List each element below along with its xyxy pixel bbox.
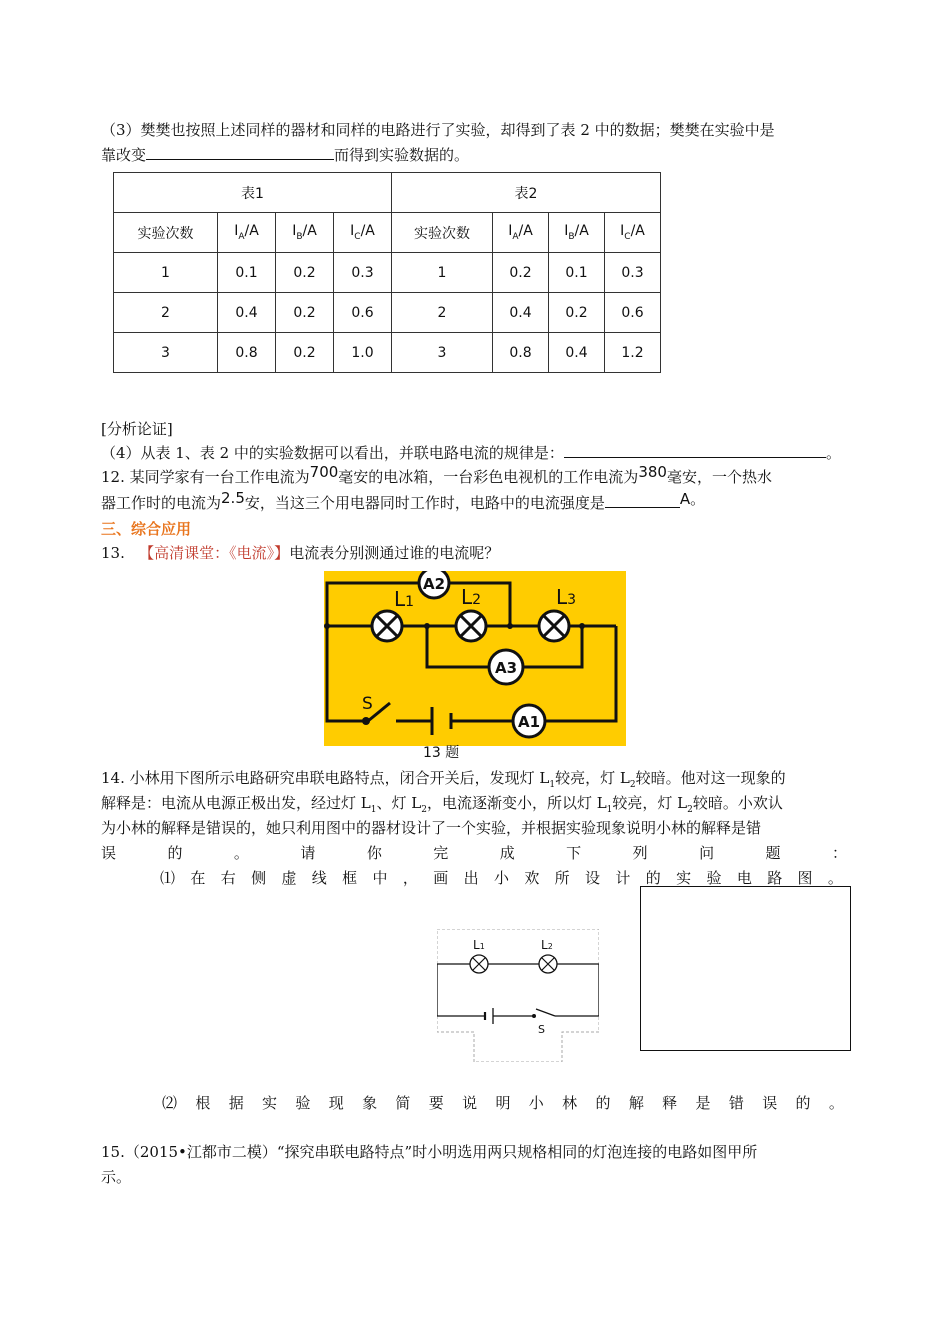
q14-line3: 为小林的解释是错误的，她只利用图中的器材设计了一个实验，并根据实验现象说明小林的解释是错 <box>101 819 762 837</box>
table-cell: 1 <box>392 253 493 293</box>
table-row <box>114 293 661 333</box>
q15-line1: 15.（2015•江都市二模）“探究串联电路特点”时小明选用两只规格相同的灯泡连接的电路如图甲所 <box>101 1143 758 1161</box>
q12-line1: 12. 某同学家有一台工作电流为700毫安的电冰箱，一台彩色电视机的工作电流为380毫安，一个热水 <box>101 463 772 486</box>
q12-line2: 器工作时的电流为2.5安，当这三个用电器同时工作时，电路中的电流强度是 A。 <box>101 489 706 512</box>
svg-text:A1: A1 <box>517 713 541 731</box>
q14-circuit-svg <box>437 929 599 1062</box>
table-row <box>114 333 661 373</box>
q14-answer-box[interactable] <box>640 886 851 1051</box>
q13-caption: 13 题 <box>423 745 460 761</box>
header-trial-count-1: 实验次数 <box>114 213 218 253</box>
lamp-l3-icon <box>539 611 569 641</box>
ammeter-a1-icon <box>513 705 545 737</box>
table-cell: 1.2 <box>605 333 661 373</box>
q13-tag: 【高清课堂：《电流》】 <box>139 544 290 562</box>
q12-answer-blank[interactable] <box>605 507 680 508</box>
small-label-l2: L2 <box>541 938 553 952</box>
table-cell: 0.1 <box>218 253 276 293</box>
table-cell: 2 <box>114 293 218 333</box>
table-cell: 0.2 <box>276 253 334 293</box>
q14-line2: 解释是：电流从电源正极出发，经过灯 $L_1$、灯 $L_2$，电流逐渐变小，所以灯 $L_1$较亮，灯 $L_2$较暗。小欢认 <box>101 794 783 815</box>
header-trial-count-2: 实验次数 <box>392 213 493 253</box>
lamp-l2-icon-small <box>539 955 557 973</box>
section3-heading: 三、综合应用 <box>101 520 192 538</box>
header-ib-1: $I_B/A$ <box>276 213 334 253</box>
table-cell: 0.8 <box>218 333 276 373</box>
table-cell: 0.4 <box>493 293 549 333</box>
lamp-l1-icon <box>372 611 402 641</box>
q14-sub2: ⑵ 根 据 实 验 现 象 简 要 说 明 小 林 的 解 释 是 错 误 的 。 <box>162 1094 844 1112</box>
label-l3: L3 <box>556 585 577 609</box>
q12-value-2-5: 2.5 <box>221 489 245 507</box>
table-cell: 0.2 <box>549 293 605 333</box>
svg-text:A2: A2 <box>422 575 446 593</box>
table-cell: 0.3 <box>334 253 392 293</box>
data-table <box>113 172 661 373</box>
q4-text: （4）从表 1、表 2 中的实验数据可以看出，并联电路电流的规律是： 。 <box>101 444 841 462</box>
table-cell: 3 <box>114 333 218 373</box>
table-cell: 1 <box>114 253 218 293</box>
table-cell: 1.0 <box>334 333 392 373</box>
table-cell: 0.4 <box>549 333 605 373</box>
analysis-heading: [分析论证] <box>101 420 173 438</box>
q13-text: 13. 【高清课堂：《电流》】电流表分别测通过谁的电流呢？ <box>101 544 500 562</box>
q14-circuit-diagram <box>437 929 599 1062</box>
header-ic-1: $I_C/A$ <box>334 213 392 253</box>
table1-title: 表1 <box>114 173 392 213</box>
label-l2: L2 <box>461 585 482 609</box>
q15-line2: 示。 <box>101 1168 132 1186</box>
q14-line1: 14. 小林用下图所示电路研究串联电路特点，闭合开关后，发现灯 $L_1$较亮，灯 $L_2$较暗。他对这一现象的 <box>101 769 786 790</box>
label-switch: S <box>362 694 373 714</box>
svg-text:A3: A3 <box>494 659 518 677</box>
table-cell: 0.2 <box>493 253 549 293</box>
q12-value-380: 380 <box>638 463 667 481</box>
table-cell: 2 <box>392 293 493 333</box>
table-cell: 3 <box>392 333 493 373</box>
header-ic-2: $I_C/A$ <box>605 213 661 253</box>
q3-prefix: 靠改变 <box>101 146 147 164</box>
table-cell: 0.1 <box>549 253 605 293</box>
q3-answer-blank[interactable] <box>146 159 334 160</box>
ammeter-a3-icon <box>489 650 523 684</box>
q13-circuit-diagram <box>324 571 626 746</box>
q14-line4: 误 的 。 请 你 完 成 下 列 问 题 ： <box>101 844 847 862</box>
table2-title: 表2 <box>392 173 661 213</box>
table-cell: 0.8 <box>493 333 549 373</box>
q4-answer-blank[interactable] <box>564 457 826 458</box>
table-cell: 0.3 <box>605 253 661 293</box>
table-row <box>114 253 661 293</box>
lamp-l2-icon <box>456 611 486 641</box>
ammeter-a2-icon <box>419 571 449 598</box>
label-l1: L1 <box>394 587 415 611</box>
q3-text-line1: （3）樊樊也按照上述同样的器材和同样的电路进行了实验，却得到了表 2 中的数据；樊樊在实验中是 <box>101 121 775 139</box>
header-ia-1: $I_A/A$ <box>218 213 276 253</box>
lamp-l1-icon-small <box>470 955 488 973</box>
table-cell: 0.2 <box>276 333 334 373</box>
table-cell: 0.4 <box>218 293 276 333</box>
q13-circuit-svg <box>324 571 626 746</box>
small-label-switch: S <box>538 1023 545 1036</box>
q3-text-line2 <box>101 144 469 166</box>
header-ia-2: $I_A/A$ <box>493 213 549 253</box>
table-cell: 0.2 <box>276 293 334 333</box>
small-label-l1: L1 <box>473 938 485 952</box>
table-header-row <box>114 213 661 253</box>
q3-suffix: 而得到实验数据的。 <box>334 146 470 164</box>
table-cell: 0.6 <box>605 293 661 333</box>
q14-sub1: ⑴ 在 右 侧 虚 线 框 中 ， 画 出 小 欢 所 设 计 的 实 验 电 路 图 。 <box>160 869 843 887</box>
header-ib-2: $I_B/A$ <box>549 213 605 253</box>
table-cell: 0.6 <box>334 293 392 333</box>
q12-value-700: 700 <box>309 463 339 481</box>
